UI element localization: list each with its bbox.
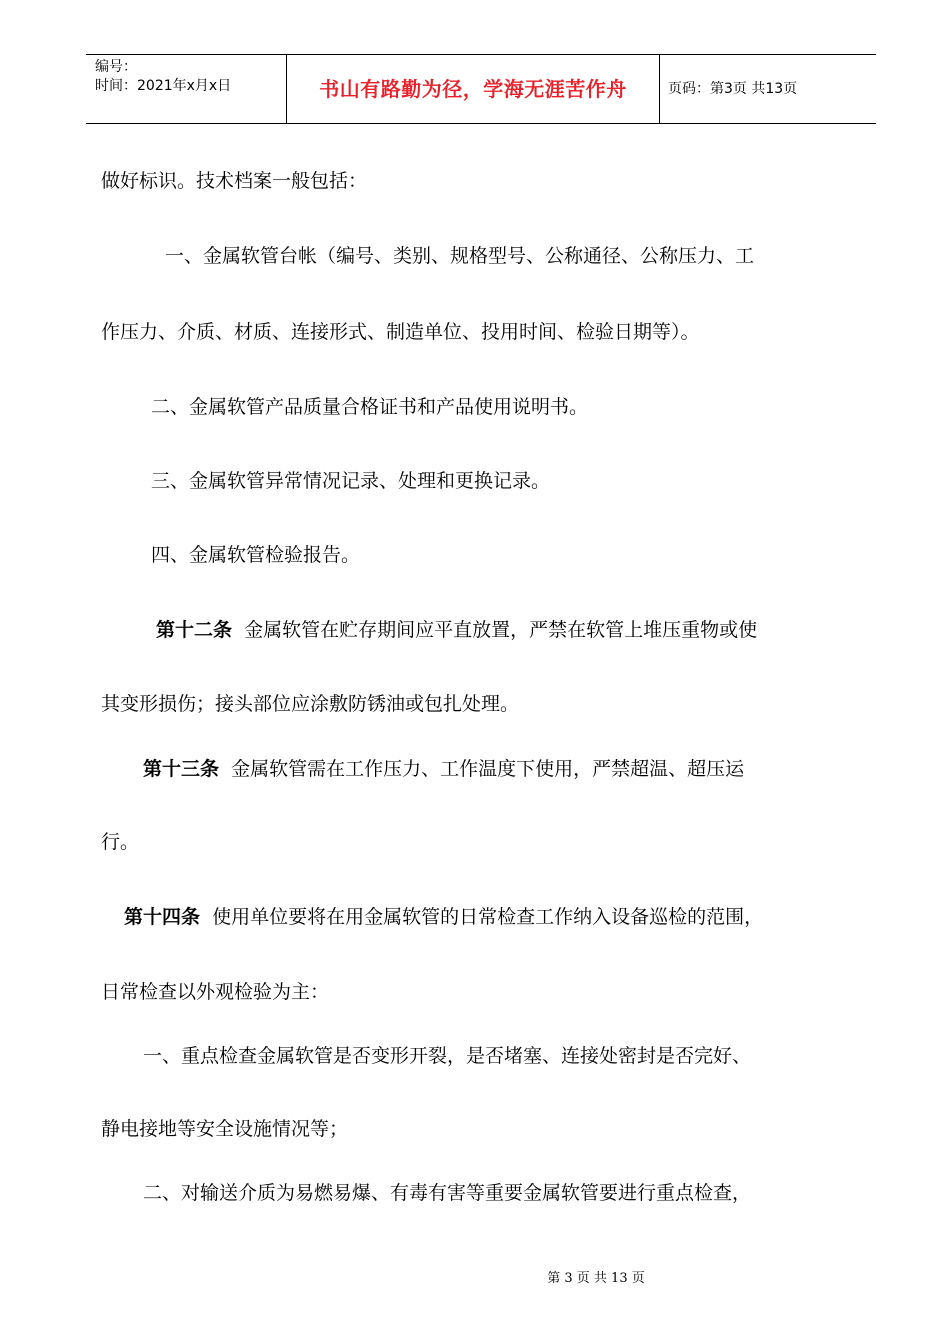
paragraph-line: 一、金属软管台帐（编号、类别、规格型号、公称通径、公称压力、工 (165, 245, 755, 267)
paragraph-line: 二、金属软管产品质量合格证书和产品使用说明书。 (151, 396, 589, 418)
article-14-text: 使用单位要将在用金属软管的日常检查工作纳入设备巡检的范围， (212, 906, 764, 928)
paragraph-line: 日常检查以外观检验为主： (101, 981, 330, 1003)
article-13-title: 第十三条 (143, 758, 220, 780)
header-meta-cell (86, 55, 287, 123)
paragraph-line: 四、金属软管检验报告。 (151, 544, 361, 566)
paragraph-line: 二、对输送介质为易燃易爆、有毒有害等重要金属软管要进行重点检查， (143, 1182, 752, 1204)
paragraph-line: 一、重点检查金属软管是否变形开裂，是否堵塞、连接处密封是否完好、 (143, 1045, 752, 1067)
header-page-info: 页码：第3页 共13页 (668, 81, 798, 97)
article-13-text: 金属软管需在工作压力、工作温度下使用，严禁超温、超压运 (231, 758, 745, 780)
article-13 (143, 756, 744, 782)
article-12-title: 第十二条 (156, 619, 233, 641)
document-number: 编号： (95, 59, 137, 75)
document-date: 时间：2021年x月x日 (95, 78, 232, 94)
paragraph-line: 作压力、介质、材质、连接形式、制造单位、投用时间、检验日期等）。 (101, 321, 700, 343)
article-14 (124, 904, 763, 930)
paragraph-line: 其变形损伤；接头部位应涂敷防锈油或包扎处理。 (101, 693, 520, 715)
page-footer: 第 3 页 共 13 页 (547, 1271, 645, 1286)
paragraph-line: 三、金属软管异常情况记录、处理和更换记录。 (151, 470, 551, 492)
paragraph-line: 行。 (101, 831, 140, 853)
article-12 (156, 617, 757, 643)
article-12-text: 金属软管在贮存期间应平直放置，严禁在软管上堆压重物或使 (244, 619, 758, 641)
paragraph-line: 静电接地等安全设施情况等； (101, 1118, 349, 1140)
header-motto: 书山有路勤为径，学海无涯苦作舟 (287, 55, 660, 123)
document-header (86, 54, 876, 124)
paragraph-line: 做好标识。技术档案一般包括： (101, 170, 368, 192)
article-14-title: 第十四条 (124, 906, 201, 928)
